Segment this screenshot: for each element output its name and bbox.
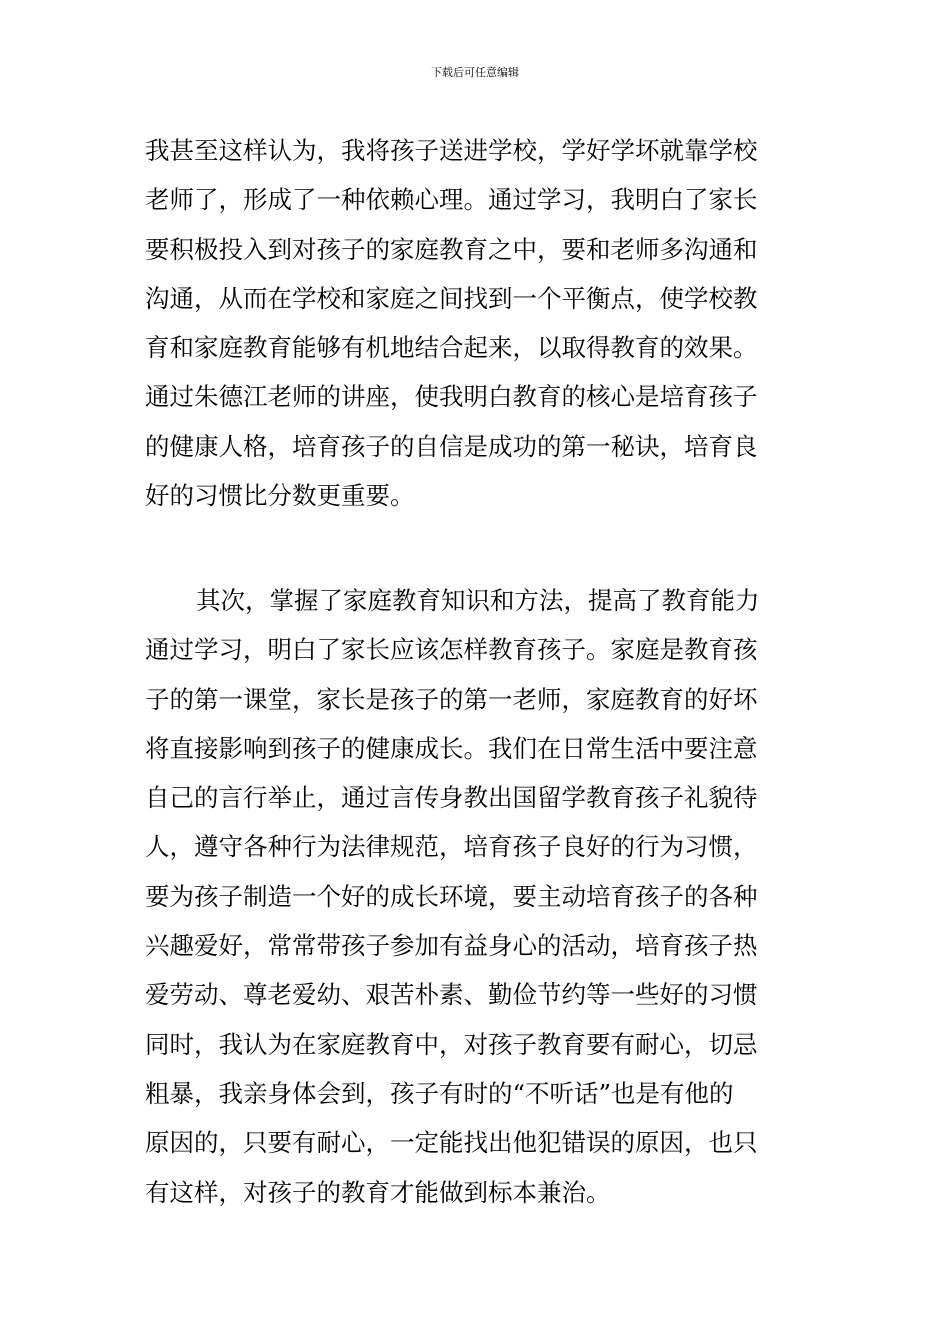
- text-line: 原因的，只要有耐心，一定能找出他犯错误的原因，也只: [145, 1128, 758, 1158]
- text-line: 沟通，从而在学校和家庭之间找到一个平衡点，使学校教: [145, 283, 758, 313]
- text-line: 育和家庭教育能够有机地结合起来，以取得教育的效果。: [145, 333, 758, 363]
- text-line: 好的习惯比分数更重要。: [145, 481, 415, 511]
- text-line: 同时，我认为在家庭教育中，对孩子教育要有耐心，切忌: [145, 1029, 758, 1059]
- text-line: 老师了，形成了一种依赖心理。通过学习，我明白了家长: [145, 185, 758, 215]
- text-line: 粗暴，我亲身体会到，孩子有时的“不听话”也是有他的: [145, 1078, 734, 1108]
- text-line: 将直接影响到孩子的健康成长。我们在日常生活中要注意: [145, 733, 758, 763]
- text-line: 通过朱德江老师的讲座，使我明白教育的核心是培育孩子: [145, 382, 758, 412]
- paragraph-1: [145, 126, 815, 520]
- text-line: 爱劳动、尊老爱幼、艰苦朴素、勤俭节约等一些好的习惯: [145, 980, 758, 1010]
- text-line: 兴趣爱好，常常带孩子参加有益身心的活动，培育孩子热: [145, 931, 758, 961]
- text-line: 子的第一课堂，家长是孩子的第一老师，家庭教育的好坏: [145, 684, 758, 714]
- text-line: 有这样，对孩子的教育才能做到标本兼治。: [145, 1177, 611, 1207]
- text-line: 自己的言行举止，通过言传身教出国留学教育孩子礼貌待: [145, 783, 758, 813]
- page-header: 下载后可任意编辑: [431, 66, 519, 79]
- text-line: 要积极投入到对孩子的家庭教育之中，要和老师多沟通和: [145, 234, 758, 264]
- text-line: 人，遵守各种行为法律规范，培育孩子良好的行为习惯，: [145, 832, 758, 862]
- text-line: 要为孩子制造一个好的成长环境，要主动培育孩子的各种: [145, 881, 758, 911]
- text-line: 我甚至这样认为，我将孩子送进学校，学好学坏就靠学校: [145, 136, 758, 165]
- paragraph-2: [145, 576, 815, 1217]
- text-line: 通过学习，明白了家长应该怎样教育孩子。家庭是教育孩: [145, 635, 758, 665]
- text-line: 的健康人格，培育孩子的自信是成功的第一秘诀，培育良: [145, 431, 758, 461]
- text-line-indented: 其次，掌握了家庭教育知识和方法，提高了教育能力: [196, 586, 760, 615]
